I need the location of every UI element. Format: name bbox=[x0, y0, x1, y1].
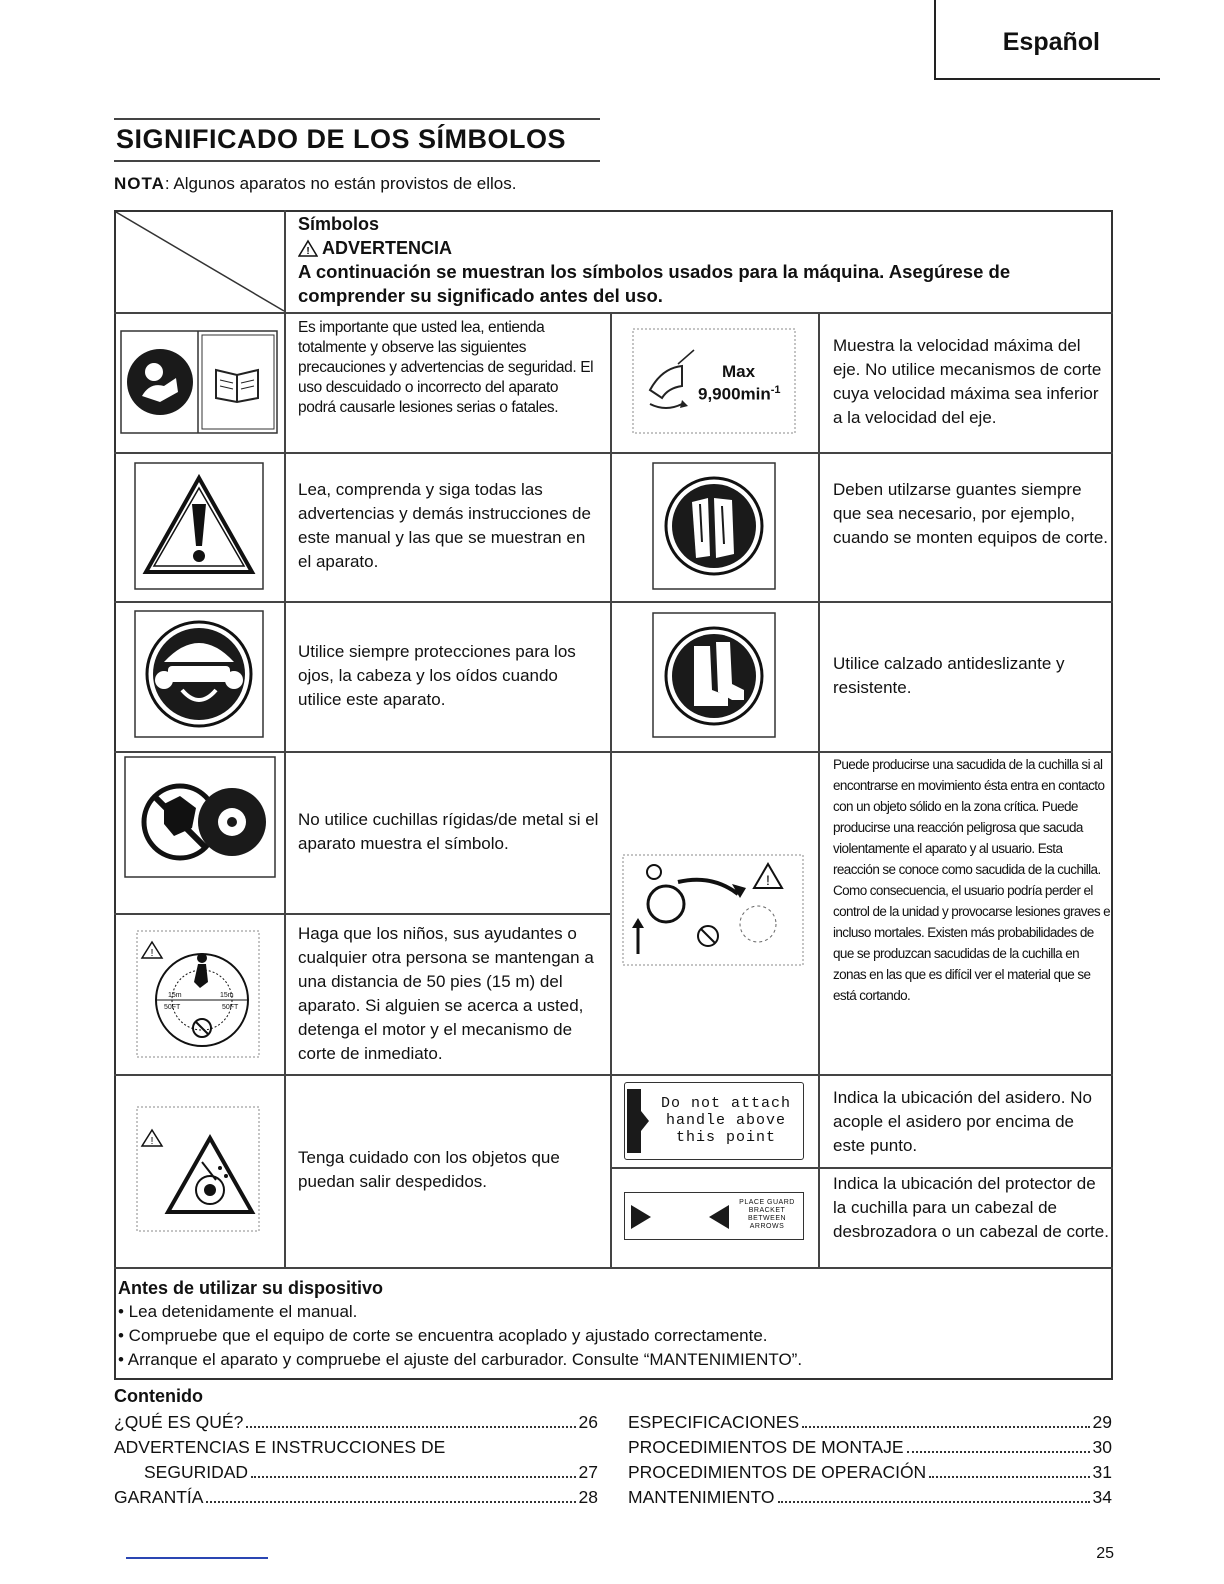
handle-label-sticker bbox=[624, 1082, 804, 1160]
warning-triangle-icon bbox=[134, 462, 264, 590]
before-use-section bbox=[118, 1276, 1108, 1372]
toc-entry bbox=[628, 1460, 1112, 1485]
note-label: NOTA bbox=[114, 174, 165, 193]
table-header bbox=[298, 212, 1108, 308]
before-use-item: • Compruebe que el equipo de corte se encuentra acoplado y ajustado correctamente. bbox=[118, 1326, 768, 1345]
toc-label: ¿QUÉ ES QUÉ? bbox=[114, 1412, 244, 1432]
toc-page: 27 bbox=[578, 1462, 598, 1482]
diagonal-corner bbox=[114, 210, 286, 313]
note bbox=[114, 174, 516, 194]
handle-label-text bbox=[651, 1095, 801, 1146]
toc-page: 26 bbox=[578, 1412, 598, 1432]
svg-text:!: ! bbox=[150, 1136, 154, 1147]
toc-entry bbox=[628, 1485, 1112, 1510]
no-metal-blades-icon bbox=[124, 756, 276, 878]
distance-15m-left: 15m bbox=[168, 992, 182, 999]
toc-page: 28 bbox=[578, 1487, 598, 1507]
guard-label-line2: BRACKET bbox=[748, 1207, 786, 1214]
page-number: 25 bbox=[1096, 1545, 1114, 1562]
guard-label-sticker bbox=[624, 1192, 804, 1240]
max-speed-value-box bbox=[698, 384, 781, 405]
language-label: Español bbox=[1002, 28, 1100, 56]
boots-text: Utilice calzado antideslizante y resistente. bbox=[833, 654, 1065, 697]
header-symbols: Símbolos bbox=[298, 214, 380, 234]
thrown-objects-icon bbox=[136, 1106, 260, 1232]
keep-distance-icon bbox=[136, 930, 260, 1058]
warning-triangle-icon bbox=[298, 239, 318, 257]
max-speed-value: 9,900min bbox=[698, 384, 771, 404]
toc-entry bbox=[114, 1460, 598, 1485]
guard-label-line1: PLACE GUARD bbox=[739, 1199, 795, 1206]
read-manual-text: Es importante que usted lea, entienda totalmente y observe las siguientes precauciones y advertencias de seguridad. El uso descuidado o incorrecto del aparato podrá causarle lesiones serias o fatales. bbox=[298, 319, 594, 416]
svg-text:!: ! bbox=[766, 872, 770, 888]
arrow-left-icon bbox=[627, 1089, 649, 1153]
header-warning-text: ADVERTENCIA bbox=[322, 238, 453, 258]
protection-icon bbox=[134, 610, 264, 738]
svg-text:!: ! bbox=[306, 246, 310, 257]
contents-heading: Contenido bbox=[114, 1386, 203, 1406]
kickback-icon bbox=[622, 854, 804, 966]
language-tab bbox=[934, 0, 1160, 80]
footer-rule bbox=[126, 1557, 268, 1559]
guard-label-text bbox=[733, 1199, 801, 1231]
distance-50ft-right: 50FT bbox=[222, 1004, 239, 1011]
before-use-item: • Arranque el aparato y compruebe el ajuste del carburador. Consulte “MANTENIMIENTO”. bbox=[118, 1350, 803, 1369]
thrown-objects-text: Tenga cuidado con los objetos que puedan salir despedidos. bbox=[298, 1148, 560, 1191]
max-speed-text: Muestra la velocidad máxima del eje. No utilice mecanismos de corte cuya velocidad máxima sea inferior a la velocidad del eje. bbox=[833, 336, 1102, 427]
contents-left-column bbox=[114, 1410, 598, 1510]
handle-label-line2: handle above bbox=[665, 1112, 787, 1129]
distance-50ft-left: 50FT bbox=[164, 1004, 181, 1011]
header-instructions: A continuación se muestran los símbolos usados para la máquina. Asegúrese de comprender su significado antes del uso. bbox=[298, 261, 1011, 306]
max-speed-unit: -1 bbox=[770, 384, 781, 396]
toc-entry bbox=[628, 1410, 1112, 1435]
note-text: : Algunos aparatos no están provistos de ellos. bbox=[164, 174, 517, 193]
before-use-heading: Antes de utilizar su dispositivo bbox=[118, 1278, 384, 1298]
max-speed-label: Max bbox=[722, 362, 756, 381]
handle-label-line3: this point bbox=[675, 1129, 776, 1146]
toc-page: 30 bbox=[1092, 1437, 1112, 1457]
gloves-text: Deben utilzarse guantes siempre que sea necesario, por ejemplo, cuando se monten equipos de corte. bbox=[833, 480, 1109, 547]
toc-label: PROCEDIMIENTOS DE MONTAJE bbox=[628, 1437, 904, 1457]
handle-text: Indica la ubicación del asidero. No acople el asidero por encima de este punto. bbox=[833, 1088, 1092, 1155]
toc-page: 31 bbox=[1092, 1462, 1112, 1482]
distance-15m-right: 15m bbox=[220, 992, 234, 999]
contents-right-column bbox=[628, 1410, 1112, 1510]
no-blades-text: No utilice cuchillas rígidas/de metal si el aparato muestra el símbolo. bbox=[298, 810, 599, 853]
guard-label-line3: BETWEEN bbox=[747, 1215, 787, 1222]
protection-text: Utilice siempre protecciones para los ojos, la cabeza y los oídos cuando utilice este aparato. bbox=[298, 642, 576, 709]
toc-page: 34 bbox=[1092, 1487, 1112, 1507]
page-title-box bbox=[114, 118, 600, 162]
toc-label: MANTENIMIENTO bbox=[628, 1487, 775, 1507]
distance-text: Haga que los niños, sus ayudantes o cualquier otra persona se mantengan a una distancia de 50 pies (15 m) del aparato. Si alguien se acerca a usted, detenga el motor y el mecanismo de corte de inmediato. bbox=[298, 924, 594, 1063]
toc-entry bbox=[114, 1435, 598, 1460]
handle-label-line1: Do not attach bbox=[660, 1095, 792, 1112]
toc-entry bbox=[628, 1435, 1112, 1460]
boots-icon bbox=[652, 612, 776, 738]
toc-entry bbox=[114, 1410, 598, 1435]
kickback-text: Puede producirse una sacudida de la cuchilla si al encontrarse en movimiento ésta entra en contacto con un objeto sólido en la zona crítica. Puede producirse una reacción peligrosa que sacuda violentamente el aparato y al usuario. Esta reacción se conoce como sacudida de la cuchilla. Como consecuencia, el usuario podría perder el control de la unidad y provocarse lesiones graves e incluso mortales. Existen más probabilidades de que se produzcan sacudidas de la cuchilla en zonas en las que es difícil ver el material que se está cortando. bbox=[833, 757, 1111, 1003]
before-use-item: • Lea detenidamente el manual. bbox=[118, 1302, 358, 1321]
guard-text: Indica la ubicación del protector de la cuchilla para un cabezal de desbrozadora o un cabezal de corte. bbox=[833, 1174, 1109, 1241]
max-speed-icon bbox=[632, 328, 796, 434]
toc-page: 29 bbox=[1092, 1412, 1112, 1432]
toc-label: ESPECIFICACIONES bbox=[628, 1412, 800, 1432]
warning-text: Lea, comprenda y siga todas las advertencias y demás instrucciones de este manual y las que se muestran en el aparato. bbox=[298, 480, 591, 571]
toc-label: SEGURIDAD bbox=[144, 1462, 249, 1482]
toc-entry bbox=[114, 1485, 598, 1510]
gloves-icon bbox=[652, 462, 776, 590]
guard-arrows-icon bbox=[629, 1201, 733, 1233]
read-manual-icon bbox=[120, 330, 278, 434]
toc-label: PROCEDIMIENTOS DE OPERACIÓN bbox=[628, 1462, 927, 1482]
svg-text:!: ! bbox=[150, 948, 154, 959]
guard-label-line4: ARROWS bbox=[749, 1223, 785, 1230]
page-title: SIGNIFICADO DE LOS SÍMBOLOS bbox=[116, 124, 567, 154]
toc-label: GARANTÍA bbox=[114, 1487, 204, 1507]
header-warning bbox=[298, 236, 1108, 260]
toc-label: ADVERTENCIAS E INSTRUCCIONES DE bbox=[114, 1437, 446, 1457]
